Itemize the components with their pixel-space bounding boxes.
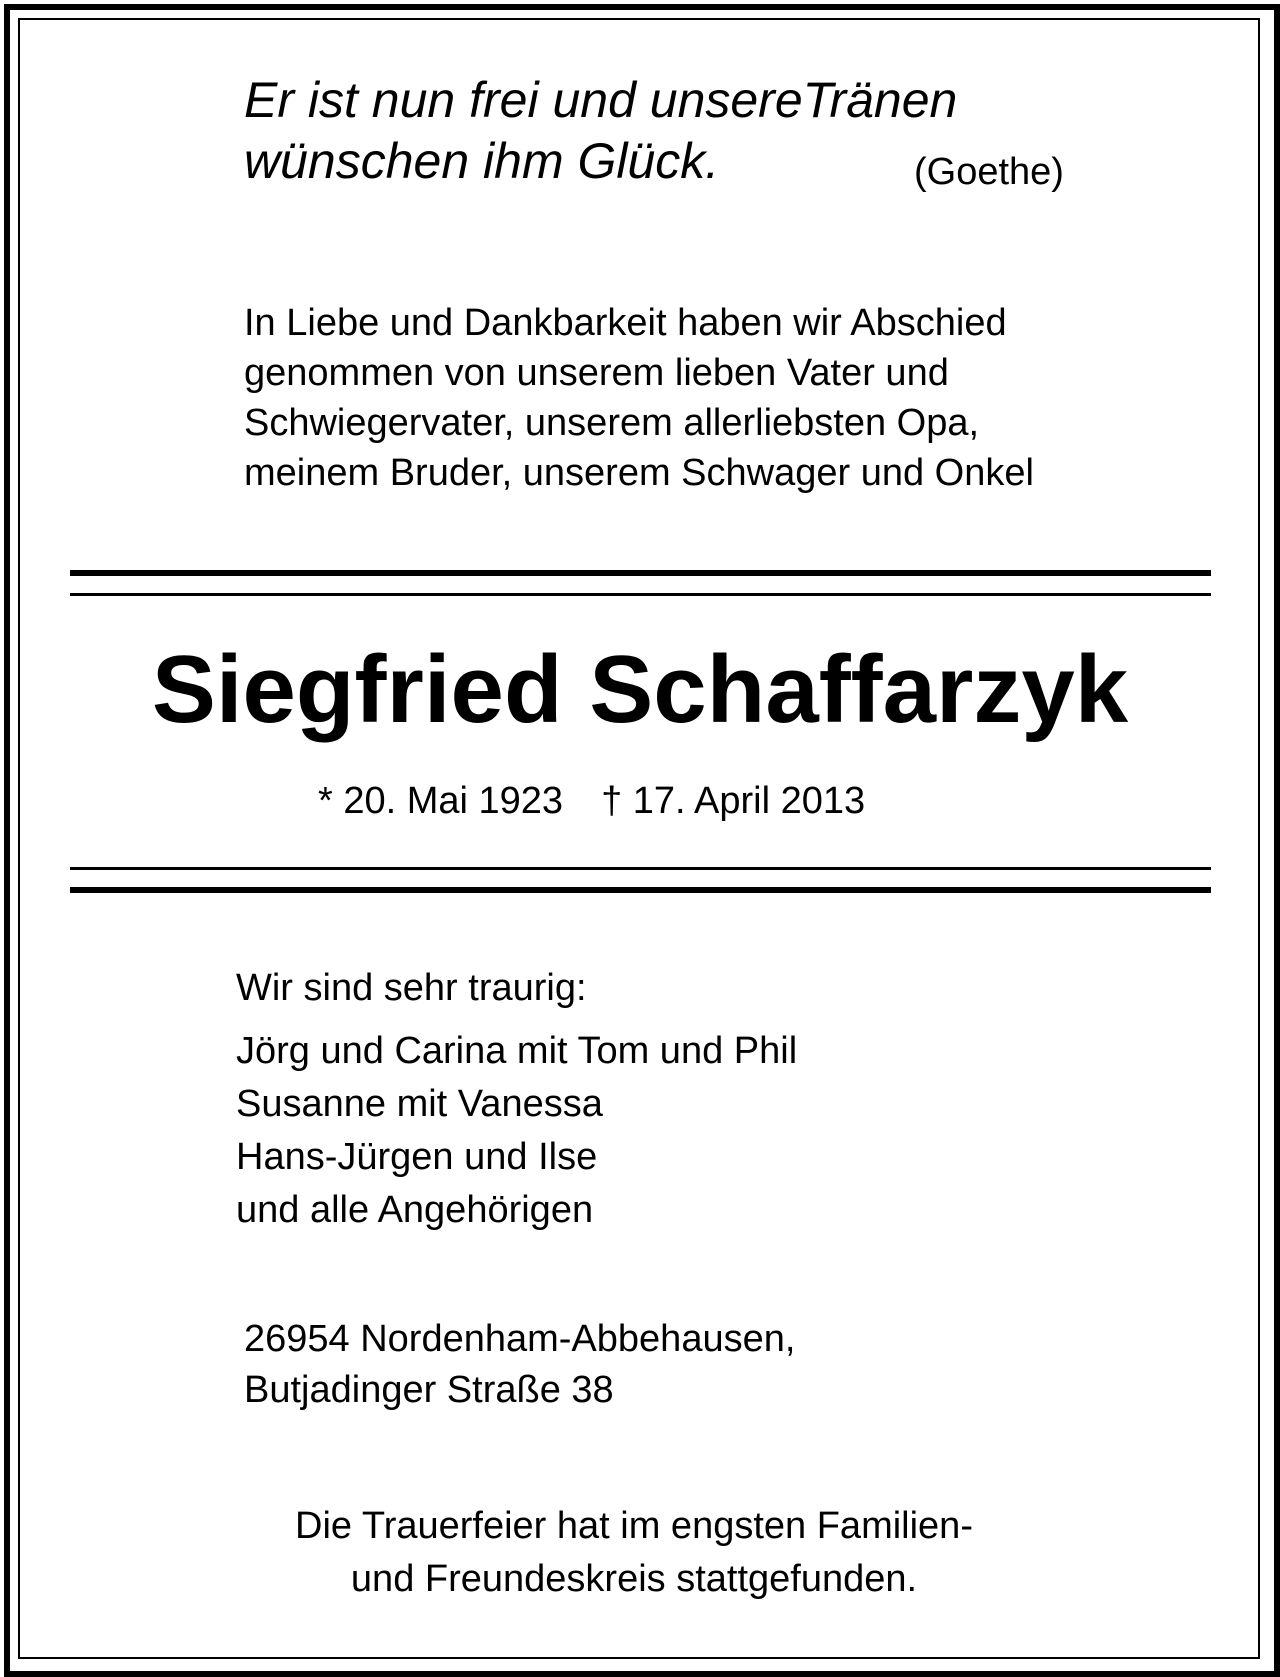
mourners-list	[236, 1025, 797, 1237]
funeral-notice	[0, 1500, 1280, 1606]
intro-line: In Liebe und Dankbarkeit haben wir Abschied	[244, 302, 1007, 344]
intro-line: meinem Bruder, unserem Schwager und Onkel	[244, 452, 1034, 494]
address	[244, 1314, 795, 1416]
life-dates	[318, 776, 865, 826]
mourner-line: Jörg und Carina mit Tom und Phil	[236, 1030, 798, 1072]
divider-bottom-thick	[70, 887, 1211, 893]
quote	[244, 70, 957, 192]
quote-author: (Goethe)	[914, 151, 1064, 193]
address-line: 26954 Nordenham-Abbehausen,	[244, 1318, 796, 1360]
intro-text	[244, 298, 1034, 498]
mourner-line: Hans-Jürgen und Ilse	[236, 1136, 598, 1178]
quote-line: Er ist nun frei und unsereTränen	[244, 72, 958, 128]
intro-line: Schwiegervater, unserem allerliebsten Opa,	[244, 402, 980, 444]
mourner-line: und alle Angehörigen	[236, 1189, 594, 1231]
mourners-heading: Wir sind sehr traurig:	[236, 967, 587, 1009]
divider-top-thick	[70, 570, 1211, 576]
divider-bottom-thin	[70, 867, 1211, 870]
deceased-name: Siegfried Schaffarzyk	[151, 636, 1129, 743]
address-line: Butjadinger Straße 38	[244, 1369, 614, 1411]
divider-top-thin	[70, 593, 1211, 596]
mourner-line: Susanne mit Vanessa	[236, 1083, 603, 1125]
notice-line: und Freundeskreis stattgefunden.	[350, 1558, 918, 1600]
quote-line: wünschen ihm Glück.	[244, 133, 720, 189]
death-date: † 17. April 2013	[601, 780, 866, 822]
notice-line: Die Trauerfeier hat im engsten Familien-	[295, 1505, 973, 1547]
intro-line: genommen von unserem lieben Vater und	[244, 352, 949, 394]
birth-date: * 20. Mai 1923	[318, 780, 564, 822]
